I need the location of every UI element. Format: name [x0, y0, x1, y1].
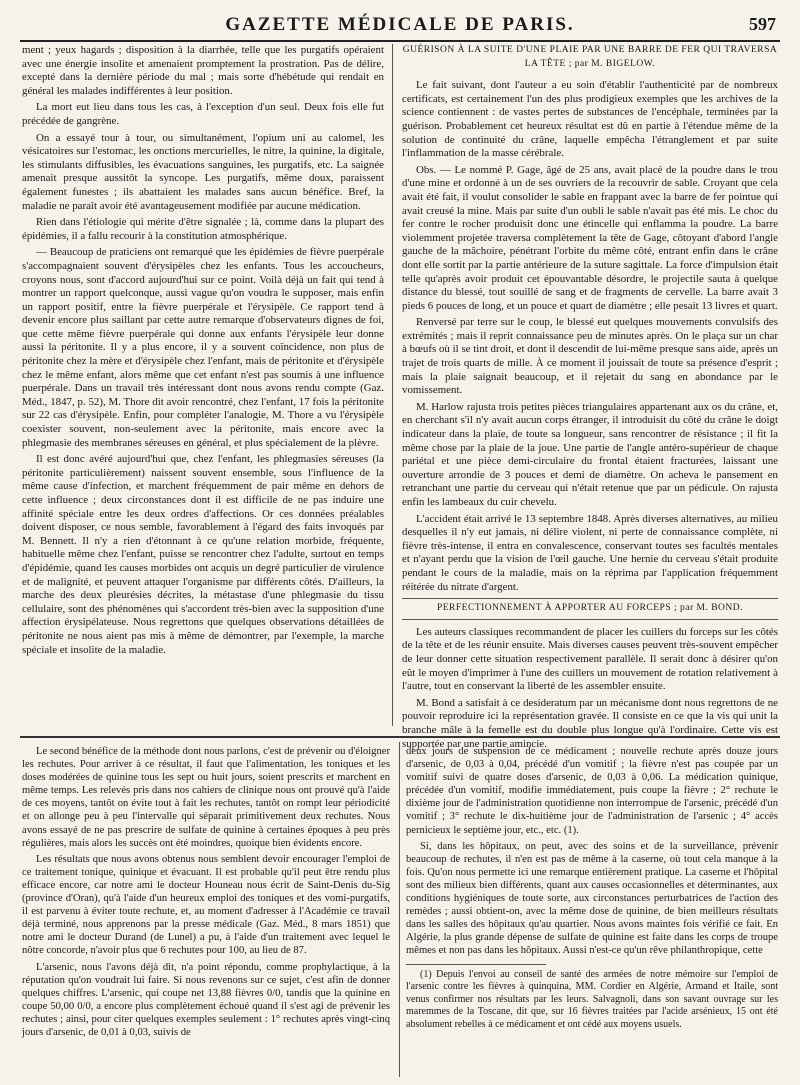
- column-divider: [399, 742, 400, 1077]
- paragraph: On a essayé tour à tour, ou simultanément, l'opium uni au calomel, les vésicatoires sur l'estomac, les onctions mercurielles, le nitre, la quinine, la digitale, les stimulants diffusibles, les évacuations sanguines, les purgatifs, etc. La saignée amenait presque aussitôt la syncope. Les purgatifs, même doux, paraissent également funestes ; ils abattaient les malades sans aucun bénéfice. Bref, la maladie ne paraît avoir été avantageusement modifiée par aucune médication.: [22, 131, 384, 212]
- column-divider: [392, 44, 393, 726]
- paragraph: Renversé par terre sur le coup, le blessé eut quelques mouvements convulsifs des extrémités ; mais il reprit connaissance peu de minutes après. On le plaça sur un char à bœufs où il se tint droit, et dont il descendit de lui-même presque sans aide, après un trajet de trois quarts de mille. À ce moment il jouissait de toute sa présence d'esprit ; mais la plaie saignait beaucoup, et il rejetait du sang en abondance par le vomissement.: [402, 316, 778, 397]
- paragraph: ment ; yeux hagards ; disposition à la diarrhée, telle que les purgatifs opéraient avec une énergie insolite et amenaient promptement la prostration. Pas de délire, excepté dans la dernière période du mal ; mais sorte d'hébétude qui rendait en général les malades indifférentes à leur position.: [22, 44, 384, 97]
- paragraph: Rien dans l'étiologie qui mérite d'être signalée ; là, comme dans la plupart des épidémies, il a fallu recourir à la constitution atmosphérique.: [22, 216, 384, 242]
- paragraph: M. Harlow rajusta trois petites pièces triangulaires appartenant aux os du crâne, et, en cherchant s'il n'y avait aucun corps étranger, il introduisit du côté du crâne le doigt indicateur dans la plaie, de toute sa longueur, sans rencontrer de résistance ; il fit la même chose par la plaie de la joue. Une partie de l'angle antéro-supérieur de chaque pariétal et une pièce demi-circulaire du frontal étaient fracturées, laissant une ouverture arrondie de 3 pouces et demi de diamètre. On acheva le pansement en retranchant une partie du cerveau qui n'était retenue que par un pédicule. On rajusta enfin les lambeaux du cuir chevelu.: [402, 400, 778, 508]
- paragraph: — Beaucoup de praticiens ont remarqué que les épidémies de fièvre puerpérale s'accompagnaient souvent d'érysipèles chez les enfants. Tous les accoucheurs, croyons nous, sont d'accord aujourd'hui sur ce point. Voilà déjà un fait qui tend à montrer un rapport quelconque, aussi vague qu'on voudra le supposer, mais enfin un rapport positif, entre la fièvre puerpérale et l'érysipèle. Ce rapport tend à devenir encore plus saillant par cette autre remarque d'observateurs dignes de foi, que cette même fièvre puerpérale qui donne aux enfants l'érysipèle leur donne aussi la péritonite. Il y a plus encore, il y a souvent coïncidence, non plus de péritonite chez la mère et d'érysipèle chez l'enfant, mais de péritonite et d'érysipèle chez le même enfant, alors même que cet enfant n'est pas soumis à une influence puerpérale. Dans un travail très intéressant dont nous avons rendu compte (Gaz. Méd., 1847, p. 52), M. Thore dit avoir rencontré, chez l'enfant, 17 fois la péritonite sur 22 cas d'érysipèle. Enfin, pour compléter l'analogie, M. Thore a vu l'érysipèle coexister souvent, non-seulement avec la péritonite, mais encore avec la phlegmasie des membranes séreuses en général, et plus spécialement de la plèvre.: [22, 246, 384, 449]
- page-header: [20, 14, 780, 42]
- page-number: 597: [749, 14, 776, 34]
- paragraph: Le second bénéfice de la méthode dont nous parlons, c'est de prévenir ou d'éloigner les rechutes. Pour arriver à ce résultat, il faut que l'alimentation, les toniques et les doses modérées de quinine tous les sept ou huit jours, soient prescrits et marchent en même temps. Les relevés pris dans nos cahiers de clinique nous ont prouvé qu'à l'aide de ces moyens, tantôt on évite tout à fait les rechutes, tantôt on rompt leur périodicité et on allonge peu à peu l'intervalle qui séparait primitivement deux rechutes. Nous avons essayé de ne pas prescrire de sulfate de quinine à certaines époques à peu près régulières, mais alors les succès ont été moindres, quoique bien évidents encore.: [22, 746, 390, 849]
- bottom-right-column: [406, 745, 778, 1079]
- section-divider: [20, 736, 780, 738]
- footnote-rule: [406, 964, 546, 965]
- paragraph: Il est donc avéré aujourd'hui que, chez l'enfant, les phlegmasies séreuses (la péritonite particulièrement) naissent souvent ensemble, sous l'influence de la même cause d'infection, et marchent fréquemment de pair même en dehors de cette influence ; deux circonstances dont il est difficile de ne pas induire une affinité spéciale entre les deux ordres d'affections. Or ces données préalables doivent disposer, ce nous semble, favorablement à l'égard des faits invoqués par M. Bennett. Il n'y a rien d'étonnant à ce qu'une relation morbide, fréquente, habituelle même chez l'enfant, puisse se rencontrer chez l'adulte, surtout en temps d'épidémie, quand les causes morbides ont acquis un degré particulier de virulence et de malignité, et peuvent attaquer l'organisme par différents côtés. D'ailleurs, la marche des deux pleurésies décrites, la métastase d'une phlegmasie du tissu cellulaire, sont des phénomènes qui s'accordent très-bien avec la supposition d'une affection érysipélateuse. Nous regrettons que quelques observations détaillées de péritonite ne nous aient pas mis à même de démontrer, par l'exemple, la marche spéciale et insolite de la maladie.: [22, 453, 384, 656]
- paragraph: M. Bond a satisfait à ce desideratum par un mécanisme dont nous regrettons de ne pouvoir reproduire ici la représentation gravée. Il consiste en ce que la vis qui unit la branche mâle à la femelle est du double plus longue qu'à l'ordinaire. Cette vis est supportée par une partie amincie.: [402, 696, 778, 750]
- paragraph: La mort eut lieu dans tous les cas, à l'exception d'un seul. Deux fois elle fut précédée de gangrène.: [22, 101, 384, 127]
- paragraph: Si, dans les hôpitaux, on peut, avec des soins et de la surveillance, prévenir beaucoup de rechutes, il n'en est pas de même à la caserne, où tout cela manque à la fois. Qu'on nous permette ici une remarque entièrement pratique. La caserne et l'hôpital sont des milieux bien différents, quant aux causes occasionnelles et déterminantes, aux conditions hygiéniques de toute sorte, aux circonstances perturbatrices de l'action des remèdes ; aussi obtient-on, avec la même dose de quinine, de bien meilleurs résultats dans les salles des hôpitaux qu'au quartier. Nous avons maintes fois vérifié ce fait. En Algérie, la plus grande dépense de sulfate de quinine est faite dans les corps de troupe mêmes et non pas dans les hôpitaux. Aussi n'est-ce qu'un rêve philanthropique, cette: [406, 840, 778, 957]
- paragraph: Obs. — Le nommé P. Gage, âgé de 25 ans, avait placé de la poudre dans le trou d'une mine et ordonné à un de ses ouvriers de la recouvrir de sable. Croyant que cela avait été fait, il voulut consolider le sable en frappant avec la barre de fer pointue qui avait creusé la mine. Mais par suite d'un oubli le sable n'avait pas été mis. Le choc du fer contre le rocher produisit donc une étincelle qui enflamma la poudre. La barre violemment projetée traversa complètement la tête de Gage, côtoyant d'abord l'angle gauche de la mâchoire, pénétrant l'orbite du même côté, entrant enfin dans le crâne dont elle sortit par la partie antérieure de la suture sagittale. La force d'impulsion était telle qu'après avoir produit cet épouvantable désordre, le projectile sauta à quelque distance du blessé, tout souillé de sang et de fragments de cervelle. La barre avait 3 pieds 6 pouces de long, et un pouce et quart de diamètre ; elle pesait 13 livres et quart.: [402, 163, 778, 312]
- paragraph: L'accident était arrivé le 13 septembre 1848. Après diverses alternatives, au milieu desquelles il n'y eut jamais, ni délire violent, ni perte de connaissance complète, ni fièvre très-intense, il entra en convalescence, conservant toutes ses facultés mentales et n'ayant perdu que la vision de l'œil gauche. Une hernie du cerveau s'était produite pendant le cours de la maladie, mais on la réprima par l'application fréquemment réitérée du nitrate d'argent.: [402, 512, 778, 593]
- paragraph: Le fait suivant, dont l'auteur a eu soin d'établir l'authenticité par de nombreux certificats, est certainement l'un des plus prodigieux exemples que les archives de la science contiennent : de vastes pertes de substances de l'encéphale, terminées par la guérison. Probablement cet heureux résultat est dû en partie à l'étendue même de la solution de continuité du crâne, laquelle empêcha l'étranglement et par suite l'inflammation de la masse cérébrale.: [402, 79, 778, 160]
- footnote: (1) Depuis l'envoi au conseil de santé des armées de notre mémoire sur l'emploi de l'arsenic contre les fièvres à quinquina, MM. Cordier en Algérie, Armand et Itaile, sont venus confirmer nos résultats par les leurs. Salvagnoli, dans son savant ouvrage sur les maremmes de la Toscane, dit que, sur 16 fièvres traitées par l'acide arsénieux, 15 ont été absolument rebelles à ce médicament et ont cédé aux moyens usuels.: [406, 968, 778, 1030]
- journal-title: GAZETTE MÉDICALE DE PARIS.: [225, 14, 575, 35]
- paragraph: deux jours de suspension de ce médicament ; nouvelle rechute après douze jours d'arsenic, de 0,03 à 0,04, précédé d'un vomitif ; la fièvre n'est pas coupée par un vomitif suivi de quatre doses d'arsenic, de 0,03 à 0,06. La médication quinique, précédée d'un vomitif, modifie immédiatement, puis coupe la fièvre ; 2° rechute le dixième jour de l'administration quotidienne non interrompue de l'arsenic, précédé d'un vomitif ; 3° rechute le dix-huitième jour de l'administration de l'arsenic ; 4° accès pernicieux le septième jour, etc., etc. (1).: [406, 746, 778, 836]
- section-title: GUÉRISON À LA SUITE D'UNE PLAIE PAR UNE BARRE DE FER QUI TRAVERSA LA TÊTE ; par M. BIGELOW.: [402, 45, 778, 69]
- paragraph: Les auteurs classiques recommandent de placer les cuillers du forceps sur les côtés de la tête et de les réunir ensuite. Mais diverses causes peuvent très-souvent empêcher de leur donner cette situation respectivement parallèle. Il serait donc à désirer qu'on eût le moyen d'imprimer à l'une des cuillers un mouvement de rotation relativement à l'autre, tout en conservant la liberté de les assembler ensuite.: [402, 625, 778, 693]
- paragraph: L'arsenic, nous l'avons déjà dit, n'a point répondu, comme prophylactique, à la réputation qu'on voudrait lui faire. Si nous revenons sur ce sujet, c'est afin de donner quelques chiffres. L'arsenic, qui coupe net 13,88 fièvres 0/0, tandis que la quinine en coupe 50,00 0/0, a encore plus complètement échoué quand il s'est agi de prévenir les rechutes ; ainsi, pour citer quelques exemples seulement : 1° rechutes après vingt-cinq jours d'arsenic, de 0,01 à 0,03, suivis de: [22, 961, 390, 1038]
- section-title: PERFECTIONNEMENT À APPORTER AU FORCEPS ; par M. BOND.: [402, 598, 778, 620]
- right-column: [402, 44, 778, 750]
- paragraph: Les résultats que nous avons obtenus nous semblent devoir encourager l'emploi de ce traitement tonique, quinique et évacuant. Il est probable qu'il peut être rendu plus efficace encore, car notre ami le docteur Houneau nous écrit de Saint-Denis du-Sig (province d'Oran), qu'à l'aide d'un heureux emploi des toniques et des vomi-purgatifs, il est parvenu à éviter toute rechute, et, au moment d'adresser à l'Académie ce travail déjà terminé, nous apprenons par la presse médicale (Gaz. Méd., 8 mars 1851) que notre ami le docteur Durand (de Lunel) a pu, à l'aide d'un traitement avec lequel le nôtre concorde, n'avoir plus que 6 rechutes pour 100, au lieu de 87.: [22, 853, 390, 957]
- left-column: [22, 44, 384, 718]
- bottom-left-column: [22, 745, 390, 1079]
